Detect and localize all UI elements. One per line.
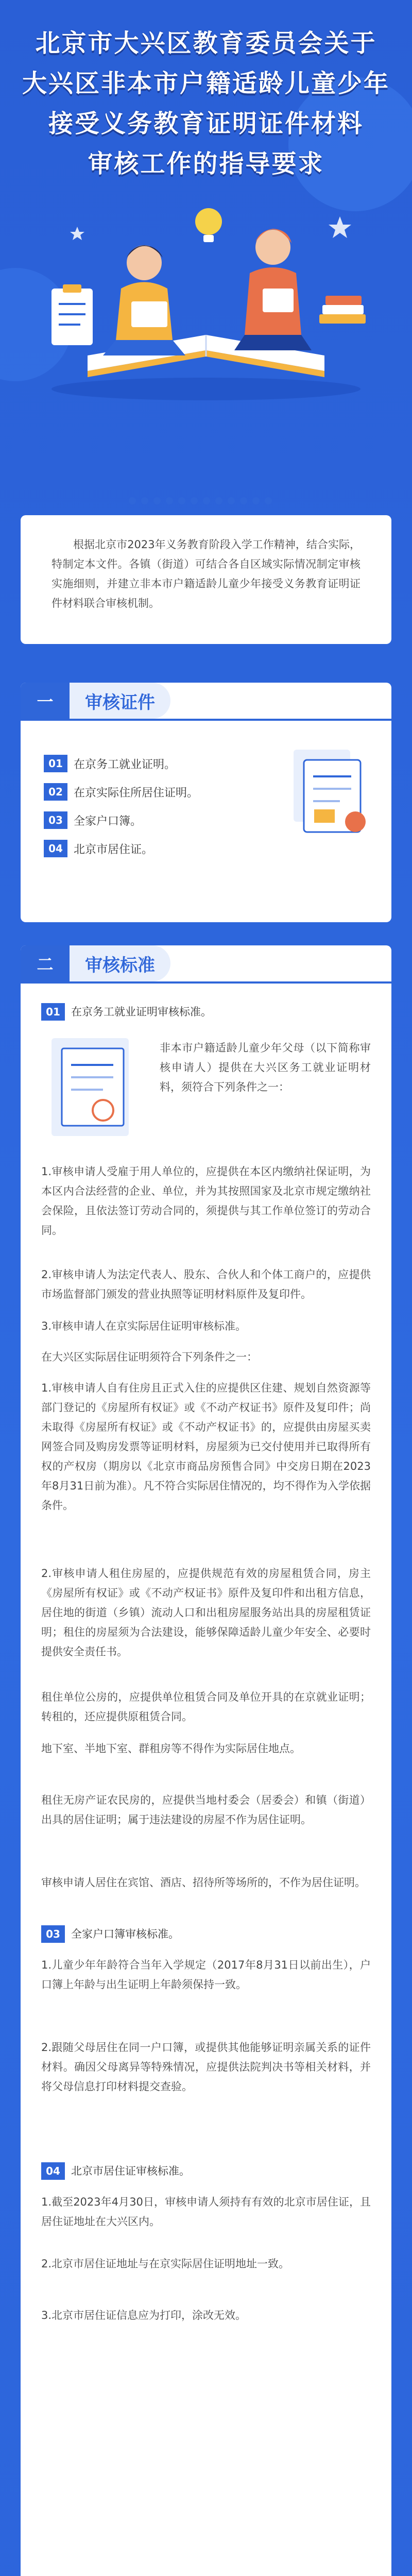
paragraph: 租住无房产证农民房的，应提供当地村委会（居委会）和镇（街道）出具的居住证明；属于违法建设的房屋不作为居住证明。: [41, 1794, 371, 1826]
subsection-heading: [41, 1002, 371, 1022]
section-standards: [21, 945, 391, 2576]
item-badge: 01: [44, 755, 67, 772]
documents-illustration: [278, 739, 376, 842]
section-certificates: [21, 683, 391, 922]
section-title: 审核证件: [70, 683, 170, 719]
paragraph: 1.审核申请人受雇于用人单位的，应提供在本区内缴纳社保证明，为本区内合法经营的企业、单位，并为其按照国家及北京市规定缴纳社会保险，且依法签订劳动合同的，须提供与其工作单位签订的劳动合同。: [41, 1165, 371, 1236]
subsection-title: 北京市居住证审核标准。: [71, 2165, 190, 2177]
hero-title-line: 北京市大兴区教育委员会关于: [35, 29, 377, 58]
paragraph: 2.跟随父母居住在同一户口簿，或提供其他能够证明亲属关系的证件材料。确因父母离异等特殊情况，应提供法院判决书等相关材料，并将父母信息打印材料提交查验。: [41, 2041, 371, 2093]
paragraph: 3.北京市居住证信息应为打印，涂改无效。: [41, 2309, 247, 2321]
paragraph: 1.审核申请人自有住房且正式入住的应提供区住建、规划自然资源等部门登记的《房屋所有权证》或《不动产权证书》原件及复印件；尚未取得《房屋所有权证》或《不动产权证书》的，应提供由房屋买卖网签合同及购房发票等证明材料，房屋须为已交付使用并已取得所有权的产权房（期房以《北京市商品房预售合同》中交房日期在2023年8月31日前为准）。凡不符合实际居住情况的，均不得作为入学依据条件。: [41, 1382, 371, 1512]
subsection-title: 在京务工就业证明审核标准。: [71, 1006, 212, 1018]
certificate-item: [44, 783, 198, 801]
paragraph: 2.审核申请人租住房屋的，应提供规范有效的房屋租赁合同，房主《房屋所有权证》或《不动产权证书》原件及复印件和出租方信息，居住地的街道（乡镇）流动人口和出租房屋服务站出具的房屋租赁证明；租住的房屋须为合法建设，能够保障适龄儿童少年安全、必要时提供安全责任书。: [41, 1567, 371, 1658]
paragraph: 2.北京市居住证地址与在京实际居住证明地址一致。: [41, 2258, 290, 2270]
intro-text: 根据北京市2023年义务教育阶段入学工作精神，结合实际，特制定本文件。各镇（街道）可结合各自区域实际情况制定审核实施细则，并建立非本市户籍适龄儿童少年接受义务教育证明证件材料联合审核机制。: [52, 538, 360, 609]
section-number: 一: [21, 683, 70, 719]
paragraph: 非本市户籍适龄儿童少年父母（以下简称审核申请人）提供在大兴区务工就业证明材料，须符合下列条件之一：: [160, 1042, 371, 1093]
paragraph: 1.儿童少年年龄符合当年入学规定（2017年8月31日以前出生），户口簿上年龄与出生证明上年龄须保持一致。: [41, 1959, 371, 1991]
hero-title: [0, 23, 412, 184]
stamp-document-illustration: [41, 1033, 144, 1146]
subsection-title: 全家户口簿审核标准。: [71, 1928, 179, 1940]
hero-title-line: 大兴区非本市户籍适龄儿童少年: [22, 69, 390, 98]
paragraph: 2.审核申请人为法定代表人、股东、合伙人和个体工商户的，应提供市场监督部门颁发的营业执照等证明材料原件及复印件。: [41, 1268, 371, 1300]
divider: [21, 719, 391, 721]
paragraph: 租住单位公房的，应提供单位租赁合同及单位开具的在京就业证明；转租的，还应提供原租赁合同。: [41, 1691, 371, 1723]
item-label: 在京务工就业证明。: [74, 758, 176, 771]
section-header: [21, 683, 391, 719]
item-badge: 03: [44, 811, 67, 829]
item-label: 全家户口簿。: [74, 815, 142, 828]
paragraph: 地下室、半地下室、群租房等不得作为实际居住地点。: [41, 1742, 301, 1755]
section-header: [21, 945, 391, 981]
hero-banner: [0, 0, 412, 654]
certificate-item: [44, 840, 153, 857]
intro-card: [21, 515, 391, 644]
item-label: 北京市居住证。: [74, 843, 153, 856]
item-badge: 04: [44, 840, 67, 857]
item-label: 在京实际住所居住证明。: [74, 786, 199, 800]
certificate-item: [44, 755, 176, 772]
item-badge: 01: [41, 1003, 65, 1021]
paragraph: 审核申请人居住在宾馆、酒店、招待所等场所的，不作为居住证明。: [41, 1876, 366, 1889]
divider: [21, 981, 391, 984]
certificate-item: [44, 811, 142, 829]
item-badge: 04: [41, 2162, 65, 2180]
decorative-dots: [129, 497, 272, 504]
hero-title-line: 审核工作的指导要求: [88, 149, 324, 178]
subsection-heading: [41, 2161, 371, 2181]
students-reading-illustration: [31, 185, 381, 402]
subsection-heading: [41, 1924, 371, 1944]
section-title: 审核标准: [70, 945, 170, 981]
paragraph: 3.审核申请人在京实际居住证明审核标准。: [41, 1320, 247, 1332]
hero-title-line: 接受义务教育证明证件材料: [48, 109, 364, 138]
item-badge: 03: [41, 1925, 65, 1943]
section-number: 二: [21, 945, 70, 981]
item-badge: 02: [44, 783, 67, 801]
paragraph: 1.截至2023年4月30日，审核申请人须持有有效的北京市居住证，且居住证地址在大兴区内。: [41, 2196, 371, 2228]
paragraph: 在大兴区实际居住证明须符合下列条件之一：: [41, 1351, 258, 1363]
